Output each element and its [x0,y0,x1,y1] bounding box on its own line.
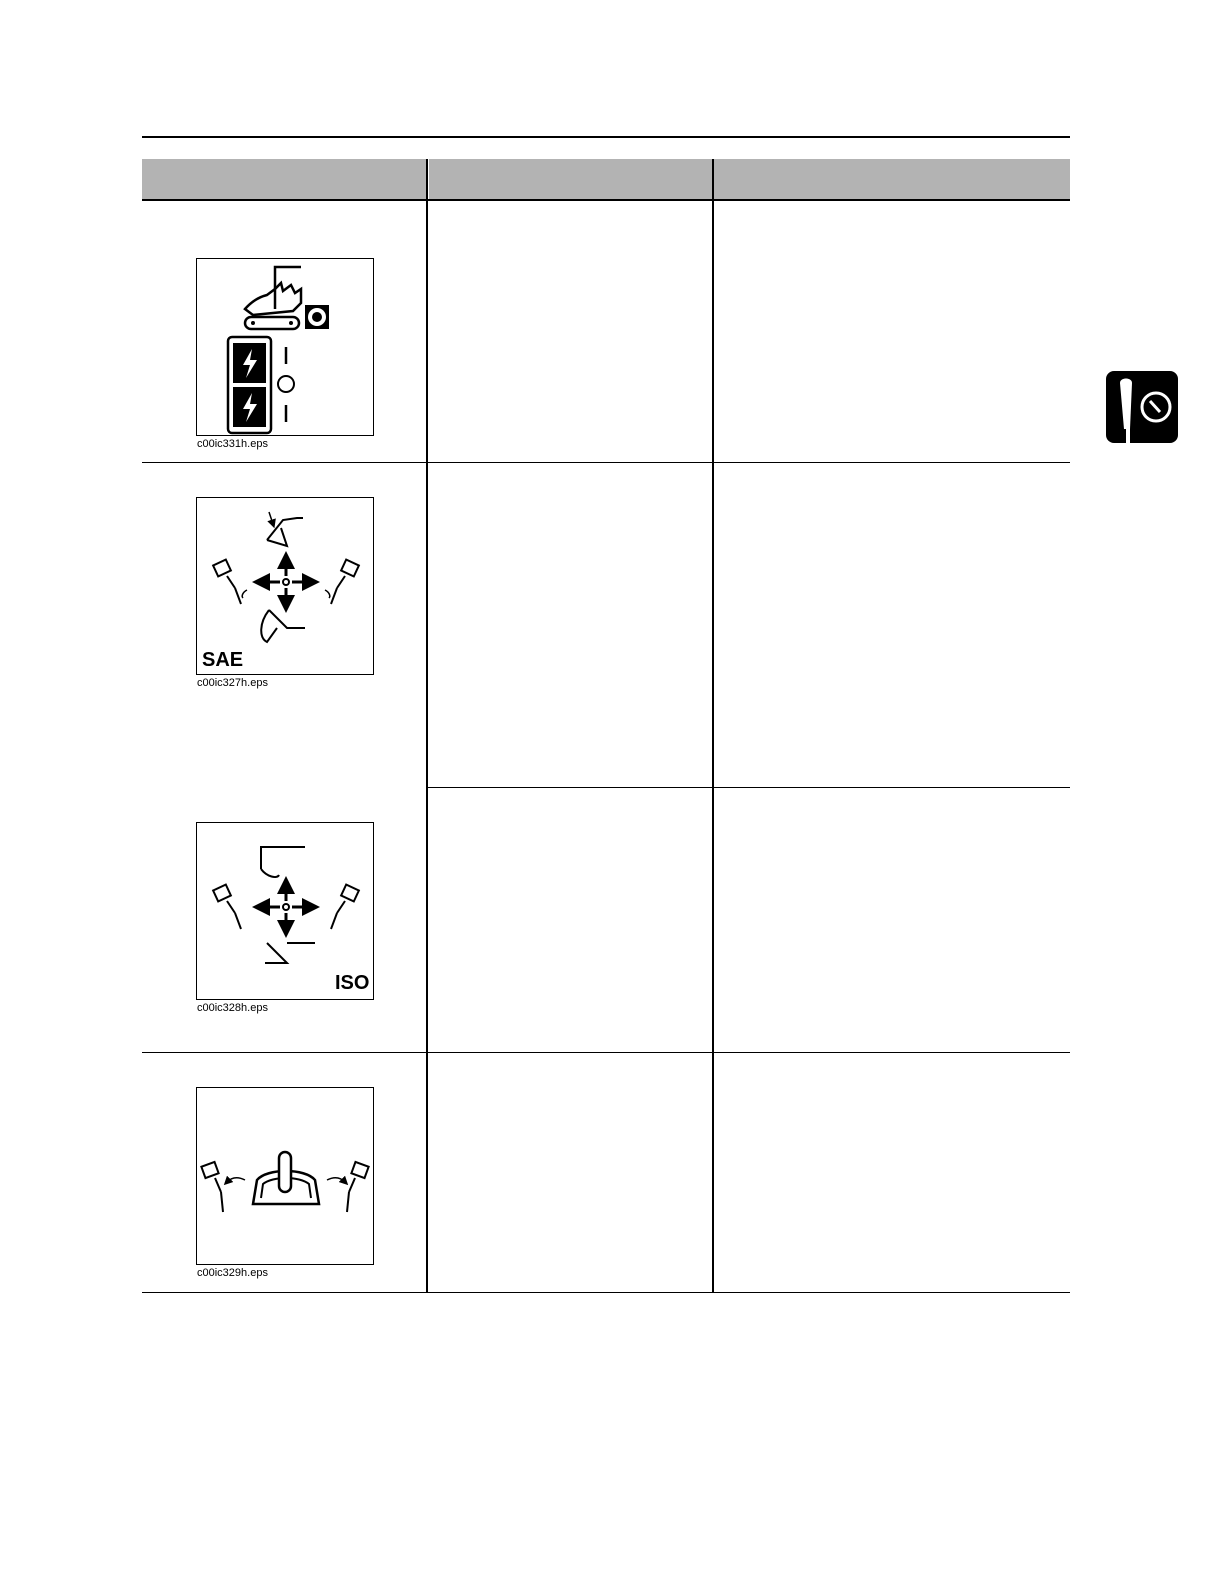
column-divider [426,159,428,1293]
iso-control-pattern-icon [196,822,374,1000]
header-rule [142,199,1070,201]
sae-label: SAE [202,649,244,671]
row-divider [142,1292,1070,1293]
column-divider [712,159,714,1293]
row-divider [428,787,1070,788]
figure-caption: c00ic327h.eps [197,677,268,689]
figure-caption: c00ic328h.eps [197,1002,268,1014]
row-divider [142,462,1070,463]
row-divider [142,1052,1070,1053]
figure-caption: c00ic329h.eps [197,1267,268,1279]
sae-control-pattern-icon [196,497,374,675]
table-header-cell-3 [714,159,1070,199]
table-header-cell-2 [429,159,712,199]
iso-label: ISO [335,972,370,994]
swing-joystick-icon [196,1087,374,1265]
control-lever-gauge-icon [1106,371,1178,443]
table-header-cell-1 [142,159,426,199]
top-rule [142,136,1070,138]
figure-caption: c00ic331h.eps [197,438,268,450]
ignition-switch-machine-icon [196,258,374,436]
